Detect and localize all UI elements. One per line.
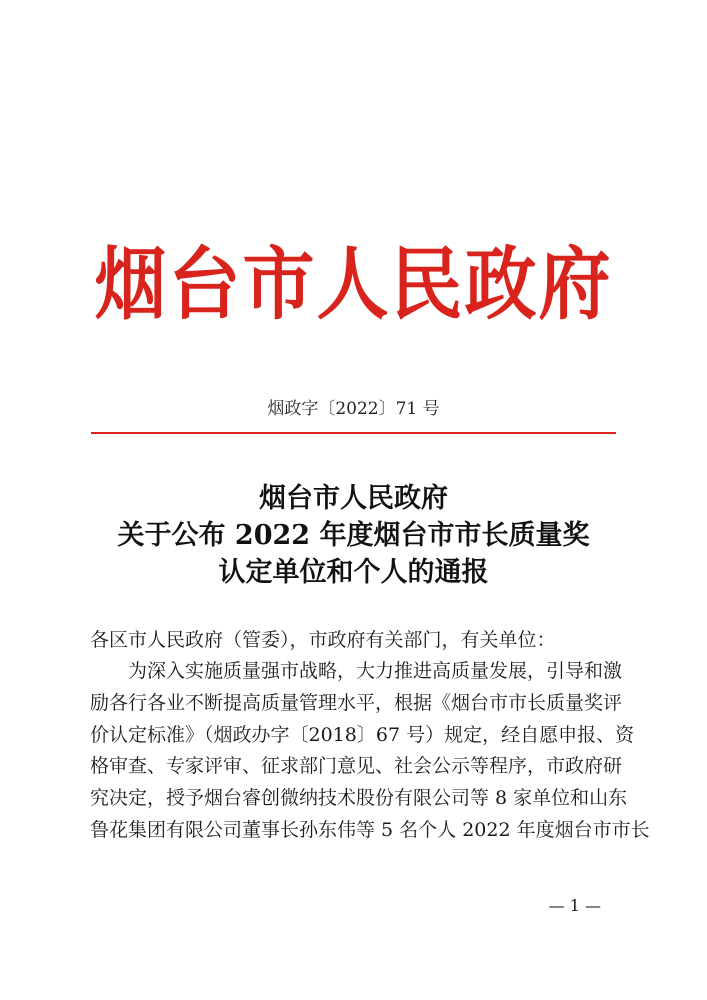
paragraph-line: 究决定，授予烟台睿创微纳技术股份有限公司等 8 家单位和山东 [90, 787, 628, 810]
page-number: — 1 — [548, 896, 601, 915]
issuer-heading: 烟台市人民政府 [94, 237, 613, 331]
paragraph-line: 励各行各业不断提高质量管理水平，根据《烟台市市长质量奖评 [90, 691, 623, 714]
document-title [0, 480, 707, 591]
title-line: 烟台市人民政府 [259, 483, 448, 514]
body-paragraph [90, 656, 650, 847]
title-line: 关于公布 2022 年度烟台市市长质量奖 [117, 520, 590, 551]
paragraph-line: 价认定标准》（烟政办字〔2018〕67 号）规定，经自愿申报、资 [90, 723, 635, 746]
paragraph-line: 为深入实施质量强市战略，大力推进高质量发展，引导和激 [128, 660, 623, 682]
addressee-line: 各区市人民政府（管委），市政府有关部门，有关单位： [90, 629, 556, 651]
paragraph-line: 鲁花集团有限公司董事长孙东伟等 5 名个人 2022 年度烟台市市长 [90, 818, 650, 841]
title-line: 认定单位和个人的通报 [218, 557, 489, 588]
red-separator-line [91, 432, 616, 434]
paragraph-line: 格审查、专家评审、征求部门意见、社会公示等程序，市政府研 [90, 755, 623, 778]
document-number: 烟政字〔2022〕71 号 [267, 399, 440, 419]
